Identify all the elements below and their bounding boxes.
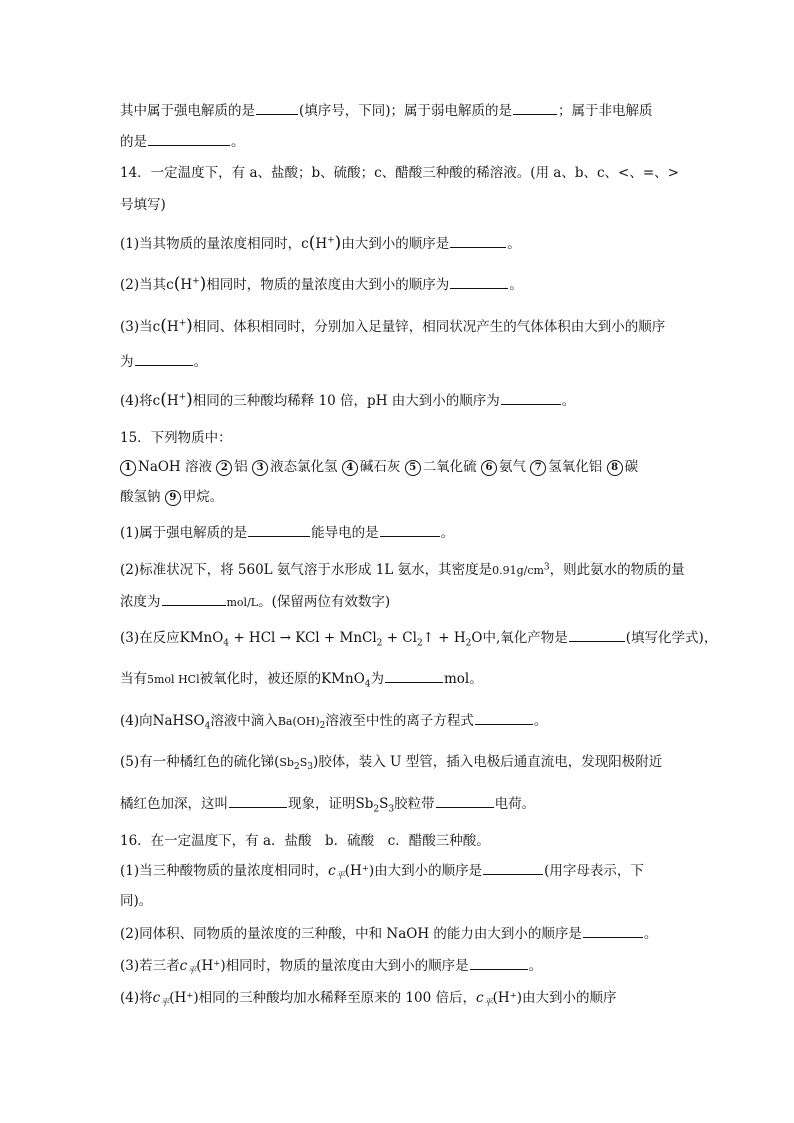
q15-items-line-2: [120, 487, 223, 507]
q15-item-5: 5 二氧化硫: [405, 459, 477, 475]
q15-text: 。(保留两位有效数字): [258, 594, 391, 610]
q15-text: (2)标准状况下，将 560L 氨气溶于水形成 1L 氨水，其密度是: [120, 562, 493, 578]
q15-part-5-cont: [120, 794, 535, 814]
answer-blank[interactable]: [501, 391, 561, 405]
c-ping-h-plus: $c_平(H^+)$: [328, 863, 375, 882]
q15-text: 被氧化时，被还原的: [199, 671, 322, 687]
q14-stem-1: 14．一定温度下，有 a、盐酸；b、硫酸；c、醋酸三种酸的稀溶液。(用 a、b、c、<、=、>: [120, 165, 679, 181]
c-ping-h-plus: $c_平(H^+)$: [476, 990, 523, 1009]
q15-text: 当有: [120, 671, 147, 687]
c-h-plus: c(H+): [152, 316, 193, 336]
answer-blank[interactable]: [148, 132, 230, 146]
q16-text: (2)同体积、同物质的量浓度的三种酸，中和 NaOH 的能力由大到小的顺序是: [120, 926, 582, 942]
q14-text: (3)当: [120, 319, 153, 335]
density-value: $0.91g/cm^3$: [492, 562, 550, 577]
q15-text: 中,氧化产物是: [482, 630, 568, 646]
answer-blank[interactable]: [475, 711, 533, 725]
q14-text: (1)当其物质的量浓度相同时，: [120, 236, 302, 252]
q15-item-2: 2 铝: [216, 459, 248, 475]
q14-part-4: [120, 390, 575, 410]
q13-line-1: [120, 101, 653, 121]
q16-text: (1)当三种酸物质的量浓度相同时，: [120, 863, 329, 879]
q14-text: 由大到小的顺序是: [341, 236, 450, 252]
q15-item-9: 9 甲烷。: [165, 489, 224, 505]
answer-blank[interactable]: [229, 794, 287, 808]
q15-text: 现象，证明: [288, 796, 356, 812]
q15-item-4: 4 碱石灰: [342, 459, 401, 475]
q14-text: 相同、体积相同时，分别加入足量锌，相同状况产生的气体体积由大到小的顺序: [192, 319, 666, 335]
sb2s3-formula: $Sb_2S_3$: [355, 796, 395, 815]
q15-text: 橘红色加深，这叫: [120, 796, 228, 812]
q16-text: (3)若三者: [120, 958, 180, 974]
answer-blank[interactable]: [470, 956, 528, 970]
q15-part-1: [120, 523, 454, 543]
answer-blank[interactable]: [569, 628, 625, 642]
q15-part-5: [120, 752, 662, 772]
q16-part-4: [120, 988, 617, 1008]
q15-text: 浓度为: [120, 594, 161, 610]
q13-text: 其中属于强电解质的是: [120, 103, 255, 119]
q15-text: (4)向: [120, 713, 153, 729]
q15-text: 能导电的是: [311, 525, 379, 541]
q15-item-7: 7 氢氧化铝: [530, 459, 602, 475]
nahso4-formula: NaHSO$_4$: [152, 713, 211, 732]
q15-item-3: 3 液态氯化氢: [252, 459, 338, 475]
c-h-plus: c(H+): [301, 233, 342, 253]
answer-blank[interactable]: [256, 101, 298, 115]
q15-part-2: [120, 560, 685, 580]
q15-text: mol。: [444, 671, 483, 687]
q16-text: 相同的三种酸均加水稀释至原来的 100 倍后，: [198, 990, 476, 1006]
answer-blank[interactable]: [583, 924, 643, 938]
q16-text: 由大到小的顺序是: [374, 863, 483, 879]
q15-text: )胶体，装入 U 型管，插入电极后通直流电，发现阳极附近: [312, 754, 663, 770]
q13-line-2: [120, 132, 245, 152]
q15-text: 电荷。: [494, 796, 536, 812]
q14-part-3: [120, 316, 665, 336]
answer-blank[interactable]: [135, 352, 193, 366]
answer-blank[interactable]: [483, 861, 543, 875]
q15-part-2-cont: [120, 592, 390, 612]
q16-stem: 16．在一定温度下，有 a．盐酸 b．硫酸 c．醋酸三种酸。: [120, 833, 490, 849]
q16-part-3: [120, 956, 542, 976]
q15-text: 为: [370, 671, 384, 687]
q15-part-4: [120, 711, 547, 731]
q15-item-6: 6 氨气: [481, 459, 526, 475]
answer-blank[interactable]: [513, 101, 557, 115]
q16-text: 。: [528, 958, 543, 974]
c-ping-h-plus: $c_平(H^+)$: [179, 958, 226, 977]
q14-part-2: [120, 274, 523, 294]
c-ping-h-plus: $c_平(H^+)$: [152, 990, 199, 1009]
q15-text: (5)有一种橘红色的硫化锑(: [120, 754, 280, 770]
q16-part-1-cont: 同)。: [120, 893, 153, 909]
sb2s3-formula: $Sb_2S_3$: [279, 756, 313, 773]
q15-text: ，: [703, 630, 718, 646]
hcl-amount: 5mol HCl: [147, 673, 200, 686]
answer-blank[interactable]: [436, 794, 494, 808]
c-h-plus: c(H+): [166, 274, 207, 294]
q14-text: 。: [561, 393, 576, 409]
q15-text: 。: [533, 713, 548, 729]
q15-text: 溶液中滴入: [210, 713, 278, 729]
q14-text: 相同的三种酸均稀释 10 倍，pH 由大到小的顺序为: [192, 393, 500, 409]
q16-part-1: [120, 861, 644, 881]
q15-text: (1)属于强电解质的是: [120, 525, 248, 541]
q15-stem: 15．下列物质中：: [120, 430, 232, 446]
q15-text: 。: [440, 525, 455, 541]
reaction-equation: KMnO$_4$ + HCl → KCl + MnCl$_2$ + $Cl_2↑ + H_2O$: [179, 630, 483, 649]
q16-text: 相同时，物质的量浓度由大到小的顺序是: [225, 958, 469, 974]
answer-blank[interactable]: [380, 523, 440, 537]
q14-stem-2: 号填写): [120, 197, 166, 213]
q14-text: (2)当其: [120, 277, 167, 293]
answer-blank[interactable]: [450, 275, 508, 289]
q15-part-3: [120, 628, 717, 648]
answer-blank[interactable]: [248, 523, 310, 537]
q15-text: (填写化学式): [625, 630, 704, 646]
unit-label: mol/L: [226, 596, 259, 609]
q16-part-2: [120, 924, 657, 944]
q14-text: 为: [120, 354, 134, 370]
q15-text: 酸氢钠: [120, 489, 161, 505]
q16-text: 。: [643, 926, 658, 942]
q13-text: 。: [231, 134, 245, 150]
q14-text: (4)将: [120, 393, 153, 409]
answer-blank[interactable]: [385, 669, 443, 683]
q14-part-1: [120, 233, 521, 253]
q14-text: 。: [509, 277, 523, 293]
q14-text: 。: [507, 236, 521, 252]
q14-text: 。: [193, 354, 207, 370]
q16-text: (4)将: [120, 990, 153, 1006]
q13-text: 的是: [120, 134, 147, 150]
q14-text: 相同时，物质的量浓度由大到小的顺序为: [206, 277, 450, 293]
q15-text: 溶液至中性的离子方程式: [325, 713, 474, 729]
q13-text: ；属于非电解质: [558, 103, 653, 119]
c-h-plus: c(H+): [152, 390, 193, 410]
q13-text: (填序号，下同)；属于弱电解质的是: [299, 103, 513, 119]
q15-text: ，则此氨水的物质的量: [549, 562, 685, 578]
baoh2-formula: $Ba(OH)_2$: [277, 715, 326, 732]
q15-item-8: 8 碳: [607, 459, 639, 475]
q14-part-3-cont: [120, 352, 207, 372]
answer-blank[interactable]: [450, 234, 506, 248]
q15-items-line: [120, 457, 638, 477]
q15-item-1: 1 NaOH 溶液: [120, 459, 212, 475]
kmno4-formula: KMnO$_4$: [321, 671, 371, 690]
answer-blank[interactable]: [162, 592, 226, 606]
q16-text: (用字母表示，下: [544, 863, 644, 879]
q15-text: 胶粒带: [394, 796, 435, 812]
q15-part-3-cont: [120, 669, 483, 689]
q15-text: (3)在反应: [120, 630, 180, 646]
q16-text: 由大到小的顺序: [522, 990, 617, 1006]
